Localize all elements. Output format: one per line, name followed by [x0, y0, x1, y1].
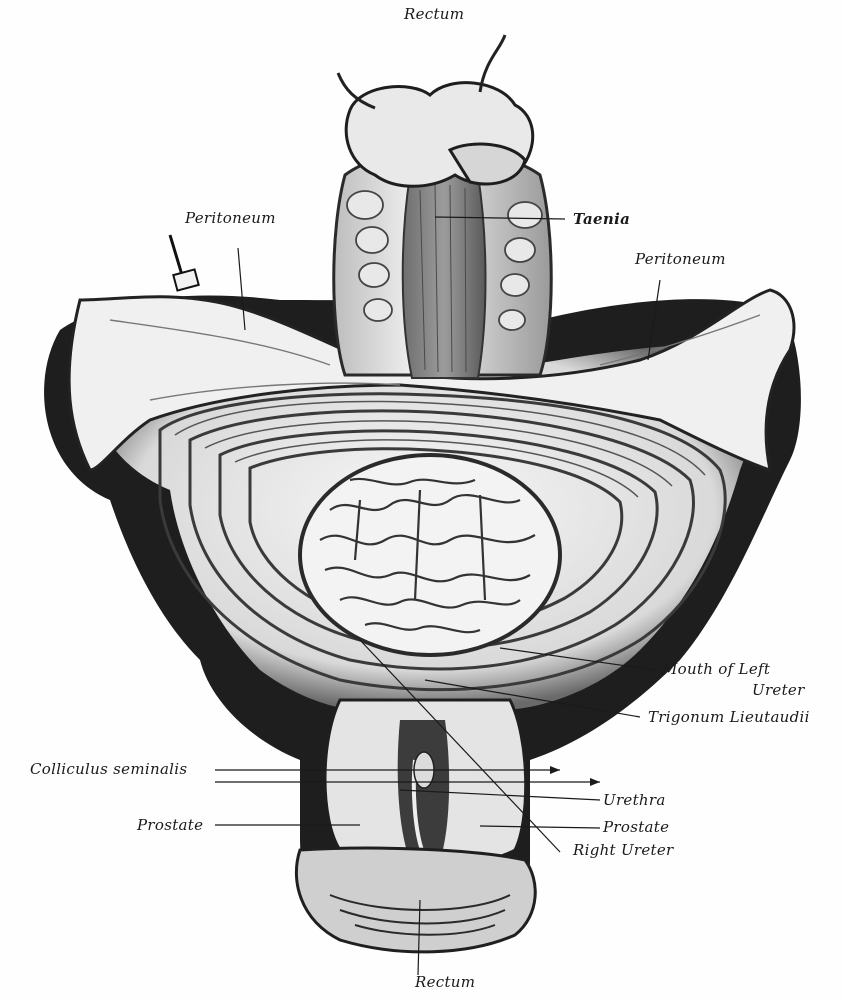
label-trigonum: Trigonum Lieutaudii [648, 708, 810, 726]
label-mouth-left-ureter-2: Ureter [752, 681, 805, 699]
label-urethra: Urethra [603, 791, 666, 809]
label-peritoneum-right: Peritoneum [635, 250, 726, 268]
label-mouth-left-ureter-1: Mouth of Left [662, 660, 771, 678]
label-prostate-right: Prostate [603, 818, 670, 836]
label-peritoneum-left: Peritoneum [185, 209, 276, 227]
label-prostate-left: Prostate [137, 816, 204, 834]
bladder-rugae-center [300, 455, 560, 655]
label-right-ureter: Right Ureter [573, 841, 674, 859]
label-rectum-bottom: Rectum [415, 973, 476, 991]
taenia-band [403, 175, 486, 378]
label-rectum-top: Rectum [404, 5, 465, 23]
label-colliculus: Colliculus seminalis [30, 760, 188, 778]
label-taenia: Taenia [573, 210, 631, 228]
rectum-top-lobes [346, 83, 533, 187]
pin-marker [170, 235, 199, 291]
